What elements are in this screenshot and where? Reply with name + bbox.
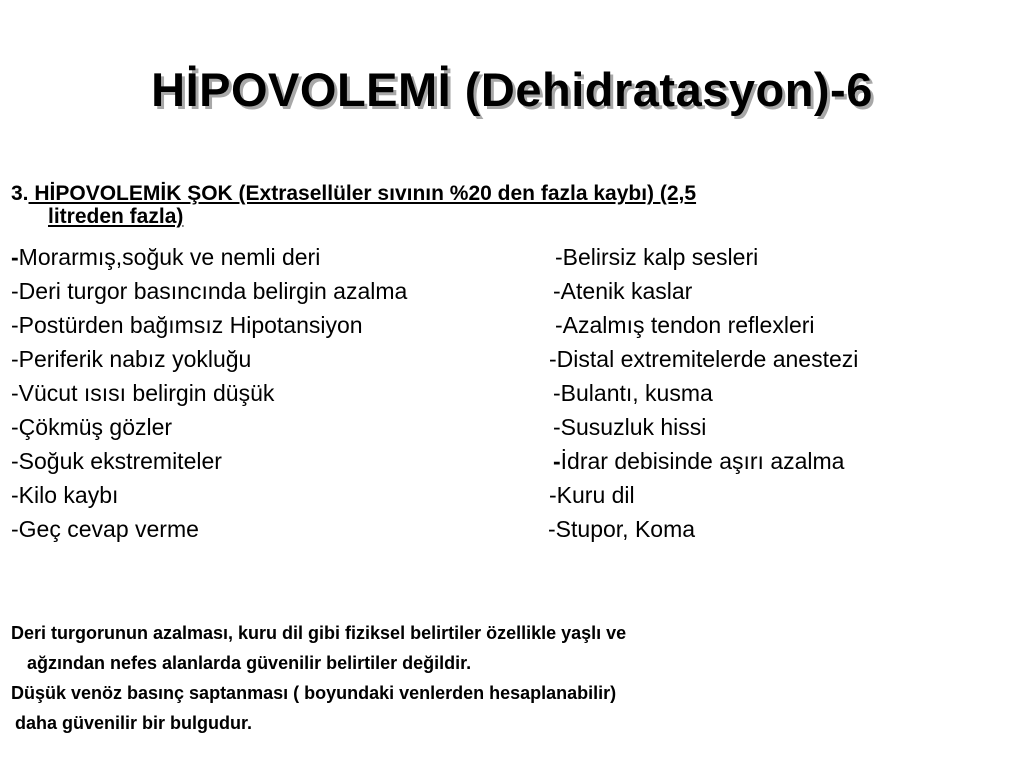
bullet-dash: - [549,346,557,372]
list-item-text: Atenik kaslar [560,278,693,304]
list-item [548,478,1008,512]
list-item-text: Vücut ısısı belirgin düşük [18,380,275,406]
list-item-text: Distal extremitelerde anestezi [556,346,859,372]
list-item-text: Kilo kaybı [18,482,119,508]
list-item [548,410,1008,444]
symptom-list-right [548,240,1008,546]
list-item-text: Soğuk ekstremiteler [18,448,222,474]
section-heading-line1: HİPOVOLEMİK ŞOK (Extrasellüler sıvının %20 den fazla kaybı) (2,5 [28,182,697,205]
bullet-dash: - [11,414,19,440]
list-item [548,274,1008,308]
list-item [548,308,1008,342]
bullet-dash: - [548,516,556,542]
list-item-text: Belirsiz kalp sesleri [562,244,759,270]
list-item-text: İdrar debisinde aşırı azalma [560,448,845,474]
notes-block [11,618,626,738]
list-item [548,512,1008,546]
bullet-dash: - [11,278,19,304]
list-item-text: Susuzluk hissi [560,414,707,440]
list-item-text: Bulantı, kusma [560,380,713,406]
list-item-text: Postürden bağımsız Hipotansiyon [18,312,363,338]
bullet-dash: - [553,414,561,440]
list-item [11,240,541,274]
bullet-dash: - [553,380,561,406]
bullet-dash: - [549,482,557,508]
section-number: 3. [11,182,29,205]
bullet-dash: - [11,516,19,542]
list-item-text: Çökmüş gözler [18,414,173,440]
bullet-dash: - [11,312,19,338]
bullet-dash: - [11,482,19,508]
section-heading-line2: litreden fazla) [48,205,184,228]
bullet-dash: - [11,448,19,474]
list-item [11,376,541,410]
section-heading [11,182,696,228]
symptom-columns [11,240,1011,546]
list-item-text: Stupor, Koma [555,516,696,542]
list-item [548,376,1008,410]
list-item [11,512,541,546]
bullet-dash: - [11,380,19,406]
bullet-dash: - [553,448,561,474]
list-item-text: Morarmış,soğuk ve nemli deri [18,244,321,270]
note-line: daha güvenilir bir bulgudur. [15,713,253,733]
list-item-text: Deri turgor basıncında belirgin azalma [18,278,408,304]
list-item [11,274,541,308]
list-item [11,308,541,342]
list-item-text: Kuru dil [556,482,635,508]
note-line: Düşük venöz basınç saptanması ( boyundaki venlerden hesaplanabilir) [11,683,617,703]
list-item [548,342,1008,376]
slide-title: HİPOVOLEMİ (Dehidratasyon)-6 [151,63,873,116]
list-item [11,478,541,512]
bullet-dash: - [553,278,561,304]
note-line: ağzından nefes alanlarda güvenilir belirtiler değildir. [27,653,472,673]
list-item [11,342,541,376]
bullet-dash: - [555,312,563,338]
list-item [11,410,541,444]
bullet-dash: - [555,244,563,270]
bullet-dash: - [11,346,19,372]
symptom-list-left [11,240,541,546]
note-line: Deri turgorunun azalması, kuru dil gibi fiziksel belirtiler özellikle yaşlı ve [11,623,627,643]
list-item-text: Geç cevap verme [18,516,199,542]
list-item-text: Periferik nabız yokluğu [18,346,252,372]
list-item [11,444,541,478]
list-item [548,240,1008,274]
bullet-dash: - [11,244,19,270]
list-item [548,444,1008,478]
list-item-text: Azalmış tendon reflexleri [562,312,815,338]
